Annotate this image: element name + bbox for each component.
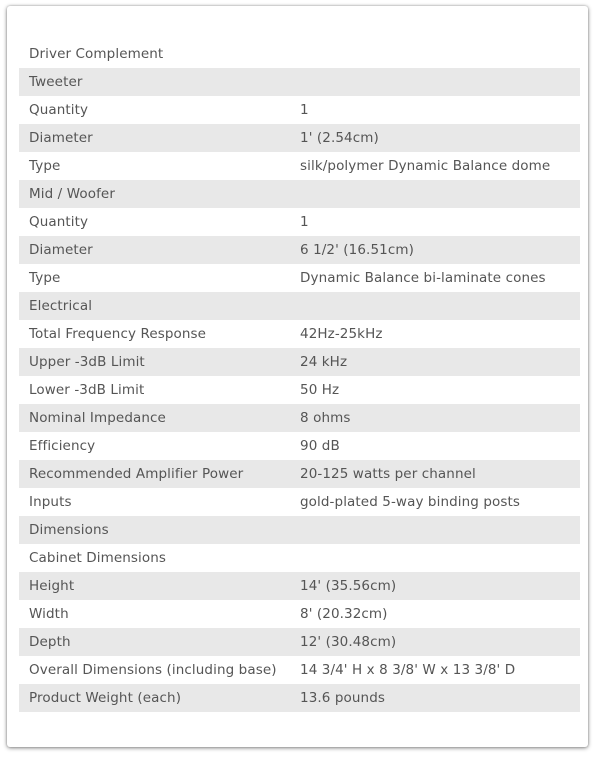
spec-label: Total Frequency Response — [29, 326, 207, 342]
spec-value: 20-125 watts per channel — [300, 466, 476, 482]
spec-label: Driver Complement — [29, 46, 164, 62]
spec-row-tweeter-diameter — [19, 124, 580, 152]
spec-value: 1 — [300, 214, 309, 230]
spec-row-inputs — [19, 488, 580, 516]
spec-row-mid-woofer — [19, 180, 580, 208]
spec-label: Upper -3dB Limit — [29, 354, 145, 370]
spec-value: 14' (35.56cm) — [300, 578, 397, 594]
spec-label: Dimensions — [29, 522, 109, 538]
spec-label: Diameter — [29, 242, 93, 258]
spec-label: Lower -3dB Limit — [29, 382, 145, 398]
spec-value: 8 ohms — [300, 410, 351, 426]
spec-label: Height — [29, 578, 75, 594]
spec-value: 13.6 pounds — [300, 690, 385, 706]
spec-row-tweeter — [19, 68, 580, 96]
spec-value: 6 1/2' (16.51cm) — [300, 242, 414, 258]
spec-row-tweeter-type — [19, 152, 580, 180]
spec-row-woofer-quantity — [19, 208, 580, 236]
spec-value: 14 3/4' H x 8 3/8' W x 13 3/8' D — [300, 662, 516, 678]
spec-label: Quantity — [29, 102, 89, 118]
spec-value: 42Hz-25kHz — [300, 326, 383, 342]
spec-value: 1 — [300, 102, 309, 118]
spec-label: Quantity — [29, 214, 89, 230]
spec-card — [7, 6, 588, 747]
spec-label: Width — [29, 606, 69, 622]
spec-row-woofer-type — [19, 264, 580, 292]
spec-value: gold-plated 5-way binding posts — [300, 494, 521, 510]
spec-label: Diameter — [29, 130, 93, 146]
spec-value: 24 kHz — [300, 354, 348, 370]
spec-row-amplifier-power — [19, 460, 580, 488]
spec-label: Mid / Woofer — [29, 186, 115, 202]
spec-row-overall-dimensions — [19, 656, 580, 684]
spec-row-product-weight — [19, 684, 580, 712]
spec-value: 12' (30.48cm) — [300, 634, 397, 650]
spec-value: silk/polymer Dynamic Balance dome — [300, 158, 551, 174]
spec-row-woofer-diameter — [19, 236, 580, 264]
spec-table — [19, 40, 580, 712]
spec-value: 50 Hz — [300, 382, 340, 398]
spec-label: Nominal Impedance — [29, 410, 166, 426]
spec-row-dimensions — [19, 516, 580, 544]
spec-row-cabinet-dimensions — [19, 544, 580, 572]
spec-label: Cabinet Dimensions — [29, 550, 167, 566]
spec-row-efficiency — [19, 432, 580, 460]
spec-row-upper-limit — [19, 348, 580, 376]
spec-value: 90 dB — [300, 438, 340, 454]
spec-row-driver-complement — [19, 40, 580, 68]
spec-row-frequency-response — [19, 320, 580, 348]
spec-row-impedance — [19, 404, 580, 432]
spec-label: Product Weight (each) — [29, 690, 182, 706]
spec-value: 8' (20.32cm) — [300, 606, 388, 622]
spec-row-lower-limit — [19, 376, 580, 404]
spec-label: Type — [29, 158, 61, 174]
spec-row-width — [19, 600, 580, 628]
spec-value: Dynamic Balance bi-laminate cones — [300, 270, 546, 286]
spec-label: Overall Dimensions (including base) — [29, 662, 277, 678]
spec-row-tweeter-quantity — [19, 96, 580, 124]
spec-row-depth — [19, 628, 580, 656]
spec-label: Tweeter — [29, 74, 83, 90]
spec-row-electrical — [19, 292, 580, 320]
spec-label: Type — [29, 270, 61, 286]
spec-label: Recommended Amplifier Power — [29, 466, 244, 482]
spec-label: Depth — [29, 634, 71, 650]
spec-label: Efficiency — [29, 438, 96, 454]
spec-label: Electrical — [29, 298, 93, 314]
spec-label: Inputs — [29, 494, 72, 510]
spec-value: 1' (2.54cm) — [300, 130, 379, 146]
spec-row-height — [19, 572, 580, 600]
